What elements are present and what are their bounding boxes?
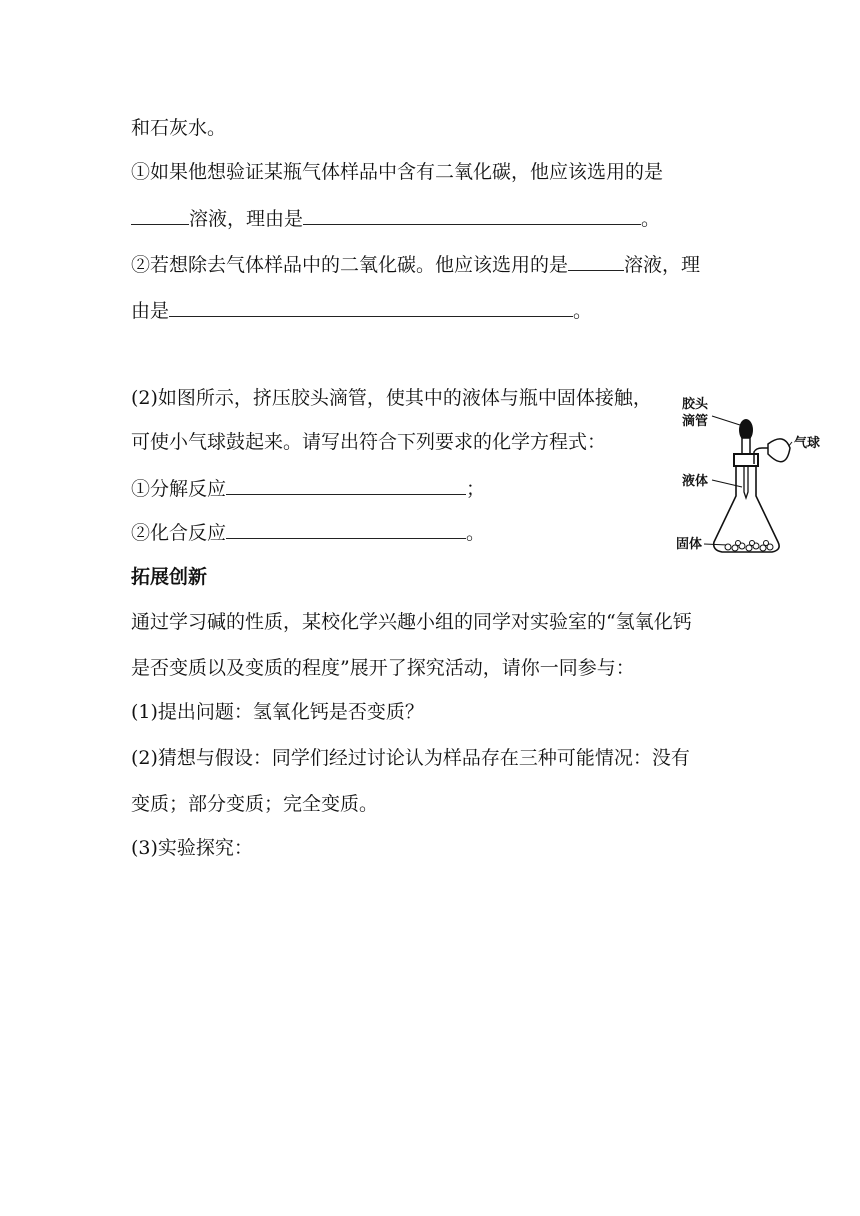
dropper-neck bbox=[742, 438, 750, 454]
q1-line-2 bbox=[131, 206, 660, 231]
q2-text-2: 可使小气球鼓起来。请写出符合下列要求的化学方程式： bbox=[131, 431, 607, 453]
leader-dropper bbox=[712, 416, 740, 425]
q2-text-3-end: ； bbox=[466, 478, 486, 500]
leader-solid bbox=[704, 544, 728, 545]
q1-line-0 bbox=[131, 116, 226, 140]
leader-liquid bbox=[712, 480, 742, 487]
section-text-1: 通过学习碱的性质，某校化学兴趣小组的同学对实验室的“氢氧化钙 bbox=[131, 611, 692, 633]
q1-text-4-end: 。 bbox=[573, 300, 593, 322]
q2-line-2 bbox=[131, 430, 606, 454]
q1-line-3 bbox=[131, 252, 700, 277]
section-heading-text: 拓展创新 bbox=[131, 566, 208, 588]
section-p5 bbox=[131, 792, 378, 816]
label-liquid: 液体 bbox=[682, 474, 709, 489]
answer-blank-solution-1[interactable] bbox=[131, 206, 189, 225]
q1-text-0: 和石灰水。 bbox=[131, 117, 227, 139]
q1-text-4: 由是 bbox=[131, 300, 170, 322]
q1-line-4 bbox=[131, 298, 592, 323]
answer-blank-combination[interactable] bbox=[226, 520, 466, 539]
q1-text-3-end: 溶液，理 bbox=[624, 254, 701, 276]
label-dropper-2: 滴管 bbox=[682, 414, 709, 429]
section-p2 bbox=[131, 656, 635, 680]
q1-text-3: ②若想除去气体样品中的二氧化碳。他应该选用的是 bbox=[131, 254, 569, 276]
q2-text-4: ②化合反应 bbox=[131, 522, 227, 544]
q2-line-3 bbox=[131, 476, 485, 501]
q1-text-2-end: 。 bbox=[641, 208, 661, 230]
q2-line-1 bbox=[131, 386, 652, 410]
q2-text-1: (2)如图所示，挤压胶头滴管，使其中的液体与瓶中固体接触， bbox=[131, 387, 652, 409]
dropper-tube bbox=[744, 466, 748, 498]
label-dropper-1: 胶头 bbox=[682, 397, 709, 412]
section-text-6: (3)实验探究： bbox=[131, 837, 253, 859]
q1-line-1 bbox=[131, 160, 663, 184]
q1-text-1: ①如果他想验证某瓶气体样品中含有二氧化碳，他应该选用的是 bbox=[131, 161, 664, 183]
conical-flask bbox=[714, 466, 779, 552]
section-p6 bbox=[131, 836, 253, 860]
section-text-4: (2)猜想与假设：同学们经过讨论认为样品存在三种可能情况：没有 bbox=[131, 747, 690, 769]
label-solid: 固体 bbox=[676, 537, 703, 552]
section-p4 bbox=[131, 746, 690, 770]
balloon bbox=[768, 439, 790, 462]
section-text-3: (1)提出问题：氢氧化钙是否变质？ bbox=[131, 701, 424, 723]
q1-text-2: 溶液，理由是 bbox=[189, 208, 304, 230]
q2-text-3: ①分解反应 bbox=[131, 478, 227, 500]
section-text-5: 变质；部分变质；完全变质。 bbox=[131, 793, 379, 815]
section-text-2: 是否变质以及变质的程度”展开了探究活动，请你一同参与： bbox=[131, 657, 635, 679]
answer-blank-decomposition[interactable] bbox=[226, 476, 466, 495]
section-heading bbox=[131, 565, 207, 589]
flask-apparatus-figure bbox=[672, 392, 832, 562]
section-p1 bbox=[131, 610, 692, 634]
answer-blank-reason-2[interactable] bbox=[169, 298, 573, 317]
section-p3 bbox=[131, 700, 424, 724]
answer-blank-solution-2[interactable] bbox=[568, 252, 624, 271]
label-balloon: 气球 bbox=[794, 436, 821, 451]
q2-line-4 bbox=[131, 520, 485, 545]
solid-granules bbox=[725, 541, 773, 552]
q2-text-4-end: 。 bbox=[466, 522, 486, 544]
answer-blank-reason-1[interactable] bbox=[303, 206, 641, 225]
